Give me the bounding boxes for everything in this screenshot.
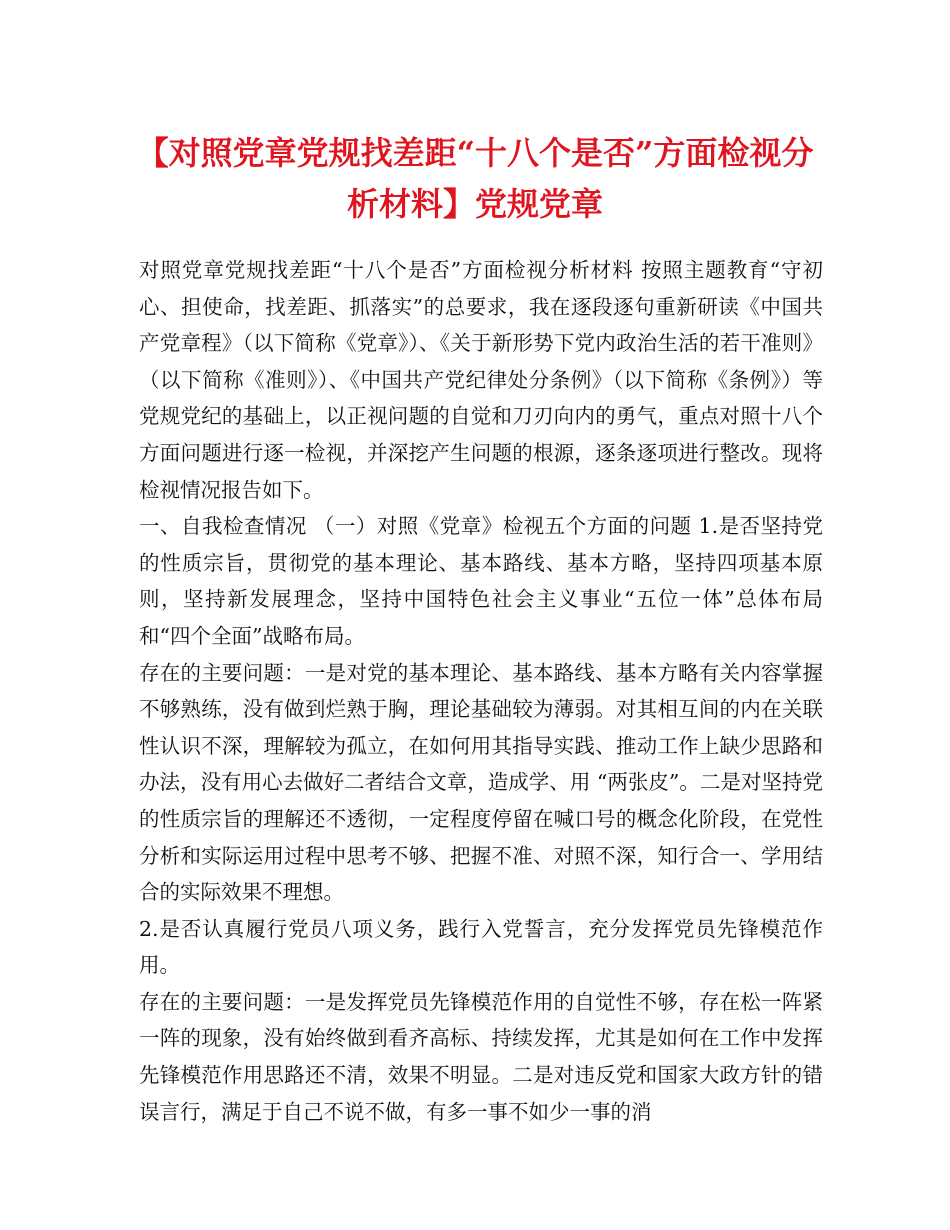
document-title: 【对照党章党规找差距“十八个是否”方面检视分析材料】党规党章 (136, 134, 814, 223)
paragraph-problems-one: 存在的主要问题：一是对党的基本理论、基本路线、基本方略有关内容掌握不够熟练，没有做到烂熟于胸，理论基础较为薄弱。对其相互间的内在关联性认识不深，理解较为孤立，在如何用其指导实践、推动工作上缺少思路和办法，没有用心去做好二者结合文章，造成学、用 “两张皮”。二是对坚持党的性质宗旨的理解还不透彻，一定程度停留在喊口号的概念化阶段，在党性分析和实际运用过程中思考不够、把握不准、对照不深，知行合一、学用结合的实际效果不理想。 (139, 660, 823, 905)
paragraph-section-one: 一、自我检查情况 （一）对照《党章》检视五个方面的问题 1.是否坚持党的性质宗旨，贯彻党的基本理论、基本路线、基本方略，坚持四项基本原则，坚持新发展理念，坚持中国特色社会主义事业“五位一体”总体布局和“四个全面”战略布局。 (139, 514, 823, 648)
paragraph-problems-two: 存在的主要问题：一是发挥党员先锋模范作用的自觉性不够，存在松一阵紧一阵的现象，没有始终做到看齐高标、持续发挥，尤其是如何在工作中发挥先锋模范作用思路还不清，效果不明显。二是对违反党和国家大政方针的错误言行，满足于自己不说不做，有多一事不如少一事的消 (139, 989, 823, 1124)
paragraph-item-two: 2.是否认真履行党员八项义务，践行入党誓言，充分发挥党员先锋模范作用。 (139, 916, 823, 978)
paragraph-intro: 对照党章党规找差距“十八个是否”方面检视分析材料 按照主题教育“守初心、担使命，找差距、抓落实”的总要求，我在逐段逐句重新研读《中国共产党章程》（以下简称《党章》）、《关于新形势下党内政治生活的若干准则》（以下简称《准则》）、《中国共产党纪律处分条例》（以下简称《条例》）等党规党纪的基础上，以正视问题的自觉和刀刃向内的勇气，重点对照十八个方面问题进行逐一检视，并深挖产生问题的根源，逐条逐项进行整改。现将检视情况报告如下。 (139, 258, 823, 502)
document-body (139, 252, 823, 1130)
